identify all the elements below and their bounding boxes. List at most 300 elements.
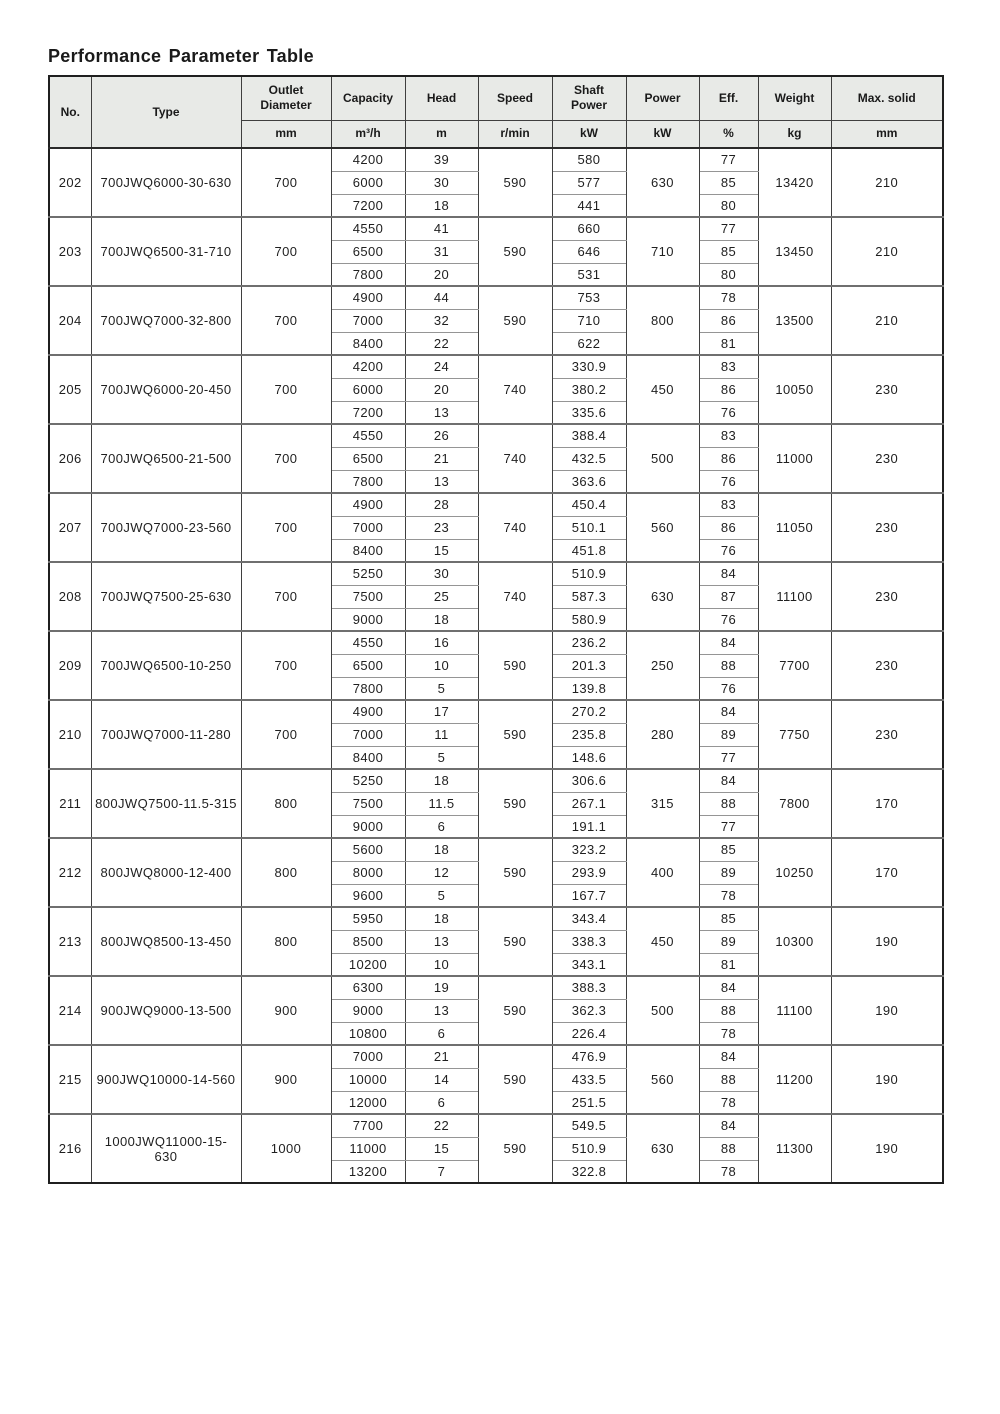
cell-shaft-power: 267.1 xyxy=(552,792,626,815)
cell-shaft-power: 191.1 xyxy=(552,815,626,838)
cell-capacity: 8000 xyxy=(331,861,405,884)
cell-shaft-power: 306.6 xyxy=(552,769,626,792)
table-row xyxy=(49,976,943,999)
cell-no: 214 xyxy=(49,976,91,1045)
cell-eff: 89 xyxy=(699,861,758,884)
cell-capacity: 7000 xyxy=(331,516,405,539)
cell-eff: 78 xyxy=(699,1022,758,1045)
cell-outlet-diameter: 700 xyxy=(241,424,331,493)
cell-no: 216 xyxy=(49,1114,91,1183)
cell-power: 630 xyxy=(626,1114,699,1183)
cell-weight: 11050 xyxy=(758,493,831,562)
cell-capacity: 4550 xyxy=(331,217,405,240)
cell-eff: 85 xyxy=(699,240,758,263)
cell-weight: 13420 xyxy=(758,148,831,217)
cell-shaft-power: 510.9 xyxy=(552,1137,626,1160)
cell-outlet-diameter: 900 xyxy=(241,1045,331,1114)
cell-head: 44 xyxy=(405,286,478,309)
cell-type: 700JWQ7500-25-630 xyxy=(91,562,241,631)
cell-capacity: 5250 xyxy=(331,562,405,585)
cell-outlet-diameter: 700 xyxy=(241,493,331,562)
cell-max-solid: 170 xyxy=(831,769,943,838)
cell-speed: 590 xyxy=(478,769,552,838)
cell-no: 203 xyxy=(49,217,91,286)
cell-capacity: 5600 xyxy=(331,838,405,861)
col-unit-shaft-power: kW xyxy=(552,120,626,148)
cell-shaft-power: 235.8 xyxy=(552,723,626,746)
cell-shaft-power: 433.5 xyxy=(552,1068,626,1091)
cell-head: 13 xyxy=(405,999,478,1022)
cell-type: 700JWQ6500-10-250 xyxy=(91,631,241,700)
table-row xyxy=(49,286,943,309)
cell-eff: 84 xyxy=(699,976,758,999)
cell-eff: 80 xyxy=(699,263,758,286)
cell-capacity: 10000 xyxy=(331,1068,405,1091)
cell-shaft-power: 549.5 xyxy=(552,1114,626,1137)
cell-shaft-power: 139.8 xyxy=(552,677,626,700)
cell-type: 800JWQ7500-11.5-315 xyxy=(91,769,241,838)
cell-head: 6 xyxy=(405,815,478,838)
cell-power: 800 xyxy=(626,286,699,355)
table-row xyxy=(49,562,943,585)
cell-type: 900JWQ9000-13-500 xyxy=(91,976,241,1045)
cell-outlet-diameter: 700 xyxy=(241,631,331,700)
cell-shaft-power: 451.8 xyxy=(552,539,626,562)
cell-capacity: 7800 xyxy=(331,263,405,286)
cell-shaft-power: 388.3 xyxy=(552,976,626,999)
cell-shaft-power: 148.6 xyxy=(552,746,626,769)
cell-eff: 88 xyxy=(699,1137,758,1160)
cell-shaft-power: 646 xyxy=(552,240,626,263)
col-unit-head: m xyxy=(405,120,478,148)
cell-capacity: 7000 xyxy=(331,309,405,332)
cell-speed: 590 xyxy=(478,907,552,976)
cell-shaft-power: 362.3 xyxy=(552,999,626,1022)
cell-speed: 590 xyxy=(478,148,552,217)
cell-head: 6 xyxy=(405,1022,478,1045)
cell-type: 800JWQ8500-13-450 xyxy=(91,907,241,976)
col-unit-capacity: m³/h xyxy=(331,120,405,148)
cell-capacity: 7500 xyxy=(331,792,405,815)
cell-capacity: 4900 xyxy=(331,700,405,723)
cell-type: 900JWQ10000-14-560 xyxy=(91,1045,241,1114)
cell-head: 5 xyxy=(405,677,478,700)
cell-speed: 590 xyxy=(478,976,552,1045)
table-body xyxy=(49,148,943,1183)
cell-eff: 84 xyxy=(699,631,758,654)
table-row xyxy=(49,148,943,171)
cell-capacity: 8500 xyxy=(331,930,405,953)
table-row xyxy=(49,1045,943,1068)
cell-eff: 86 xyxy=(699,378,758,401)
cell-head: 15 xyxy=(405,539,478,562)
cell-speed: 740 xyxy=(478,493,552,562)
cell-eff: 81 xyxy=(699,953,758,976)
cell-eff: 89 xyxy=(699,723,758,746)
cell-outlet-diameter: 700 xyxy=(241,286,331,355)
cell-eff: 77 xyxy=(699,148,758,171)
cell-speed: 740 xyxy=(478,424,552,493)
cell-speed: 590 xyxy=(478,217,552,286)
performance-parameter-table xyxy=(48,75,944,1184)
cell-weight: 7750 xyxy=(758,700,831,769)
cell-shaft-power: 330.9 xyxy=(552,355,626,378)
cell-shaft-power: 476.9 xyxy=(552,1045,626,1068)
cell-capacity: 8400 xyxy=(331,332,405,355)
cell-type: 800JWQ8000-12-400 xyxy=(91,838,241,907)
cell-shaft-power: 432.5 xyxy=(552,447,626,470)
col-header-outlet-diameter: Outlet Diameter xyxy=(241,76,331,120)
cell-no: 211 xyxy=(49,769,91,838)
cell-no: 205 xyxy=(49,355,91,424)
cell-outlet-diameter: 700 xyxy=(241,562,331,631)
cell-shaft-power: 226.4 xyxy=(552,1022,626,1045)
table-row xyxy=(49,355,943,378)
cell-shaft-power: 270.2 xyxy=(552,700,626,723)
cell-power: 280 xyxy=(626,700,699,769)
cell-power: 630 xyxy=(626,562,699,631)
cell-shaft-power: 167.7 xyxy=(552,884,626,907)
cell-shaft-power: 710 xyxy=(552,309,626,332)
table-row xyxy=(49,1114,943,1137)
cell-type: 700JWQ6000-20-450 xyxy=(91,355,241,424)
cell-capacity: 5950 xyxy=(331,907,405,930)
cell-eff: 81 xyxy=(699,332,758,355)
cell-max-solid: 190 xyxy=(831,907,943,976)
cell-capacity: 11000 xyxy=(331,1137,405,1160)
cell-type: 700JWQ7000-23-560 xyxy=(91,493,241,562)
cell-type: 700JWQ6500-31-710 xyxy=(91,217,241,286)
cell-shaft-power: 580.9 xyxy=(552,608,626,631)
cell-eff: 76 xyxy=(699,608,758,631)
cell-no: 210 xyxy=(49,700,91,769)
table-row xyxy=(49,769,943,792)
cell-no: 209 xyxy=(49,631,91,700)
cell-no: 212 xyxy=(49,838,91,907)
cell-shaft-power: 388.4 xyxy=(552,424,626,447)
cell-head: 6 xyxy=(405,1091,478,1114)
cell-capacity: 9000 xyxy=(331,815,405,838)
cell-speed: 590 xyxy=(478,1045,552,1114)
cell-eff: 78 xyxy=(699,286,758,309)
cell-capacity: 9000 xyxy=(331,608,405,631)
cell-max-solid: 230 xyxy=(831,562,943,631)
page-title: Performance Parameter Table xyxy=(48,46,314,66)
cell-head: 16 xyxy=(405,631,478,654)
cell-eff: 78 xyxy=(699,884,758,907)
cell-weight: 7700 xyxy=(758,631,831,700)
cell-capacity: 6000 xyxy=(331,378,405,401)
cell-speed: 590 xyxy=(478,631,552,700)
cell-shaft-power: 380.2 xyxy=(552,378,626,401)
cell-head: 20 xyxy=(405,378,478,401)
cell-weight: 10300 xyxy=(758,907,831,976)
cell-shaft-power: 753 xyxy=(552,286,626,309)
cell-weight: 11200 xyxy=(758,1045,831,1114)
cell-capacity: 6500 xyxy=(331,447,405,470)
col-unit-outlet-diameter: mm xyxy=(241,120,331,148)
cell-head: 10 xyxy=(405,654,478,677)
cell-type: 700JWQ6500-21-500 xyxy=(91,424,241,493)
cell-shaft-power: 338.3 xyxy=(552,930,626,953)
cell-power: 400 xyxy=(626,838,699,907)
col-header-shaft-power: Shaft Power xyxy=(552,76,626,120)
cell-capacity: 7800 xyxy=(331,677,405,700)
cell-head: 7 xyxy=(405,1160,478,1183)
cell-capacity: 7200 xyxy=(331,401,405,424)
cell-head: 28 xyxy=(405,493,478,516)
cell-weight: 13500 xyxy=(758,286,831,355)
cell-shaft-power: 577 xyxy=(552,171,626,194)
cell-shaft-power: 587.3 xyxy=(552,585,626,608)
cell-head: 11 xyxy=(405,723,478,746)
cell-max-solid: 230 xyxy=(831,700,943,769)
cell-weight: 10250 xyxy=(758,838,831,907)
cell-max-solid: 190 xyxy=(831,976,943,1045)
cell-max-solid: 190 xyxy=(831,1114,943,1183)
cell-eff: 78 xyxy=(699,1160,758,1183)
col-header-speed: Speed xyxy=(478,76,552,120)
cell-eff: 77 xyxy=(699,815,758,838)
cell-eff: 83 xyxy=(699,424,758,447)
cell-capacity: 4200 xyxy=(331,148,405,171)
cell-capacity: 7500 xyxy=(331,585,405,608)
cell-eff: 84 xyxy=(699,1114,758,1137)
cell-shaft-power: 580 xyxy=(552,148,626,171)
col-header-type: Type xyxy=(91,76,241,148)
cell-outlet-diameter: 800 xyxy=(241,838,331,907)
cell-head: 18 xyxy=(405,769,478,792)
cell-eff: 85 xyxy=(699,838,758,861)
cell-head: 21 xyxy=(405,447,478,470)
cell-max-solid: 230 xyxy=(831,631,943,700)
cell-eff: 80 xyxy=(699,194,758,217)
col-header-power: Power xyxy=(626,76,699,120)
cell-outlet-diameter: 1000 xyxy=(241,1114,331,1183)
cell-head: 13 xyxy=(405,401,478,424)
cell-head: 10 xyxy=(405,953,478,976)
cell-eff: 86 xyxy=(699,447,758,470)
cell-outlet-diameter: 700 xyxy=(241,700,331,769)
cell-capacity: 4550 xyxy=(331,424,405,447)
cell-capacity: 7700 xyxy=(331,1114,405,1137)
cell-head: 24 xyxy=(405,355,478,378)
cell-head: 15 xyxy=(405,1137,478,1160)
table-row xyxy=(49,424,943,447)
cell-type: 700JWQ7000-32-800 xyxy=(91,286,241,355)
cell-power: 500 xyxy=(626,976,699,1045)
cell-no: 215 xyxy=(49,1045,91,1114)
cell-head: 5 xyxy=(405,746,478,769)
cell-eff: 76 xyxy=(699,677,758,700)
cell-capacity: 7200 xyxy=(331,194,405,217)
col-unit-eff: % xyxy=(699,120,758,148)
cell-max-solid: 210 xyxy=(831,217,943,286)
col-header-head: Head xyxy=(405,76,478,120)
cell-capacity: 10200 xyxy=(331,953,405,976)
cell-shaft-power: 323.2 xyxy=(552,838,626,861)
cell-weight: 11300 xyxy=(758,1114,831,1183)
cell-shaft-power: 201.3 xyxy=(552,654,626,677)
cell-capacity: 6000 xyxy=(331,171,405,194)
cell-head: 22 xyxy=(405,332,478,355)
cell-type: 1000JWQ11000-15-630 xyxy=(91,1114,241,1183)
col-header-capacity: Capacity xyxy=(331,76,405,120)
header-label-row xyxy=(49,76,943,120)
cell-eff: 88 xyxy=(699,999,758,1022)
cell-head: 19 xyxy=(405,976,478,999)
cell-head: 13 xyxy=(405,470,478,493)
cell-type: 700JWQ6000-30-630 xyxy=(91,148,241,217)
cell-shaft-power: 510.1 xyxy=(552,516,626,539)
cell-shaft-power: 363.6 xyxy=(552,470,626,493)
cell-eff: 87 xyxy=(699,585,758,608)
cell-weight: 11000 xyxy=(758,424,831,493)
cell-capacity: 9000 xyxy=(331,999,405,1022)
cell-eff: 83 xyxy=(699,355,758,378)
cell-eff: 88 xyxy=(699,792,758,815)
cell-eff: 89 xyxy=(699,930,758,953)
cell-eff: 78 xyxy=(699,1091,758,1114)
cell-no: 207 xyxy=(49,493,91,562)
cell-capacity: 6500 xyxy=(331,654,405,677)
cell-shaft-power: 450.4 xyxy=(552,493,626,516)
cell-eff: 85 xyxy=(699,171,758,194)
cell-head: 13 xyxy=(405,930,478,953)
cell-power: 450 xyxy=(626,355,699,424)
cell-eff: 76 xyxy=(699,470,758,493)
cell-shaft-power: 531 xyxy=(552,263,626,286)
cell-shaft-power: 441 xyxy=(552,194,626,217)
table-row xyxy=(49,838,943,861)
cell-head: 30 xyxy=(405,562,478,585)
cell-shaft-power: 236.2 xyxy=(552,631,626,654)
cell-shaft-power: 293.9 xyxy=(552,861,626,884)
cell-power: 710 xyxy=(626,217,699,286)
cell-head: 39 xyxy=(405,148,478,171)
cell-capacity: 4900 xyxy=(331,493,405,516)
cell-capacity: 7000 xyxy=(331,723,405,746)
cell-type: 700JWQ7000-11-280 xyxy=(91,700,241,769)
cell-eff: 84 xyxy=(699,769,758,792)
cell-eff: 76 xyxy=(699,401,758,424)
cell-head: 25 xyxy=(405,585,478,608)
cell-weight: 11100 xyxy=(758,562,831,631)
cell-outlet-diameter: 700 xyxy=(241,355,331,424)
col-header-no: No. xyxy=(49,76,91,148)
cell-no: 208 xyxy=(49,562,91,631)
cell-shaft-power: 510.9 xyxy=(552,562,626,585)
cell-eff: 77 xyxy=(699,217,758,240)
cell-head: 12 xyxy=(405,861,478,884)
cell-capacity: 6500 xyxy=(331,240,405,263)
cell-head: 18 xyxy=(405,907,478,930)
cell-eff: 86 xyxy=(699,516,758,539)
cell-speed: 590 xyxy=(478,838,552,907)
cell-eff: 85 xyxy=(699,907,758,930)
cell-eff: 84 xyxy=(699,1045,758,1068)
table-row xyxy=(49,700,943,723)
cell-weight: 11100 xyxy=(758,976,831,1045)
col-unit-power: kW xyxy=(626,120,699,148)
cell-capacity: 13200 xyxy=(331,1160,405,1183)
cell-weight: 13450 xyxy=(758,217,831,286)
cell-max-solid: 210 xyxy=(831,286,943,355)
cell-shaft-power: 335.6 xyxy=(552,401,626,424)
cell-head: 22 xyxy=(405,1114,478,1137)
cell-speed: 740 xyxy=(478,562,552,631)
cell-eff: 86 xyxy=(699,309,758,332)
cell-outlet-diameter: 700 xyxy=(241,217,331,286)
table-row xyxy=(49,493,943,516)
cell-capacity: 9600 xyxy=(331,884,405,907)
cell-head: 41 xyxy=(405,217,478,240)
cell-weight: 10050 xyxy=(758,355,831,424)
cell-max-solid: 210 xyxy=(831,148,943,217)
table-header xyxy=(49,76,943,148)
cell-power: 500 xyxy=(626,424,699,493)
col-header-eff: Eff. xyxy=(699,76,758,120)
cell-shaft-power: 322.8 xyxy=(552,1160,626,1183)
cell-capacity: 6300 xyxy=(331,976,405,999)
cell-outlet-diameter: 800 xyxy=(241,769,331,838)
cell-outlet-diameter: 700 xyxy=(241,148,331,217)
cell-head: 30 xyxy=(405,171,478,194)
cell-max-solid: 230 xyxy=(831,493,943,562)
cell-speed: 590 xyxy=(478,700,552,769)
cell-head: 23 xyxy=(405,516,478,539)
cell-eff: 88 xyxy=(699,1068,758,1091)
cell-head: 5 xyxy=(405,884,478,907)
cell-shaft-power: 622 xyxy=(552,332,626,355)
cell-max-solid: 230 xyxy=(831,355,943,424)
cell-outlet-diameter: 900 xyxy=(241,976,331,1045)
cell-max-solid: 230 xyxy=(831,424,943,493)
cell-power: 315 xyxy=(626,769,699,838)
cell-capacity: 4900 xyxy=(331,286,405,309)
cell-capacity: 7000 xyxy=(331,1045,405,1068)
cell-eff: 84 xyxy=(699,700,758,723)
cell-capacity: 10800 xyxy=(331,1022,405,1045)
cell-head: 17 xyxy=(405,700,478,723)
cell-head: 32 xyxy=(405,309,478,332)
cell-eff: 76 xyxy=(699,539,758,562)
cell-head: 14 xyxy=(405,1068,478,1091)
cell-capacity: 12000 xyxy=(331,1091,405,1114)
cell-head: 18 xyxy=(405,194,478,217)
table-row xyxy=(49,631,943,654)
table-row xyxy=(49,217,943,240)
cell-eff: 77 xyxy=(699,746,758,769)
cell-capacity: 8400 xyxy=(331,539,405,562)
cell-speed: 590 xyxy=(478,286,552,355)
cell-head: 18 xyxy=(405,838,478,861)
cell-head: 31 xyxy=(405,240,478,263)
cell-shaft-power: 343.1 xyxy=(552,953,626,976)
cell-capacity: 5250 xyxy=(331,769,405,792)
cell-no: 204 xyxy=(49,286,91,355)
cell-no: 206 xyxy=(49,424,91,493)
cell-power: 630 xyxy=(626,148,699,217)
col-unit-max-solid: mm xyxy=(831,120,943,148)
cell-capacity: 7800 xyxy=(331,470,405,493)
cell-power: 250 xyxy=(626,631,699,700)
cell-eff: 83 xyxy=(699,493,758,516)
cell-outlet-diameter: 800 xyxy=(241,907,331,976)
cell-head: 26 xyxy=(405,424,478,447)
cell-head: 21 xyxy=(405,1045,478,1068)
cell-capacity: 8400 xyxy=(331,746,405,769)
